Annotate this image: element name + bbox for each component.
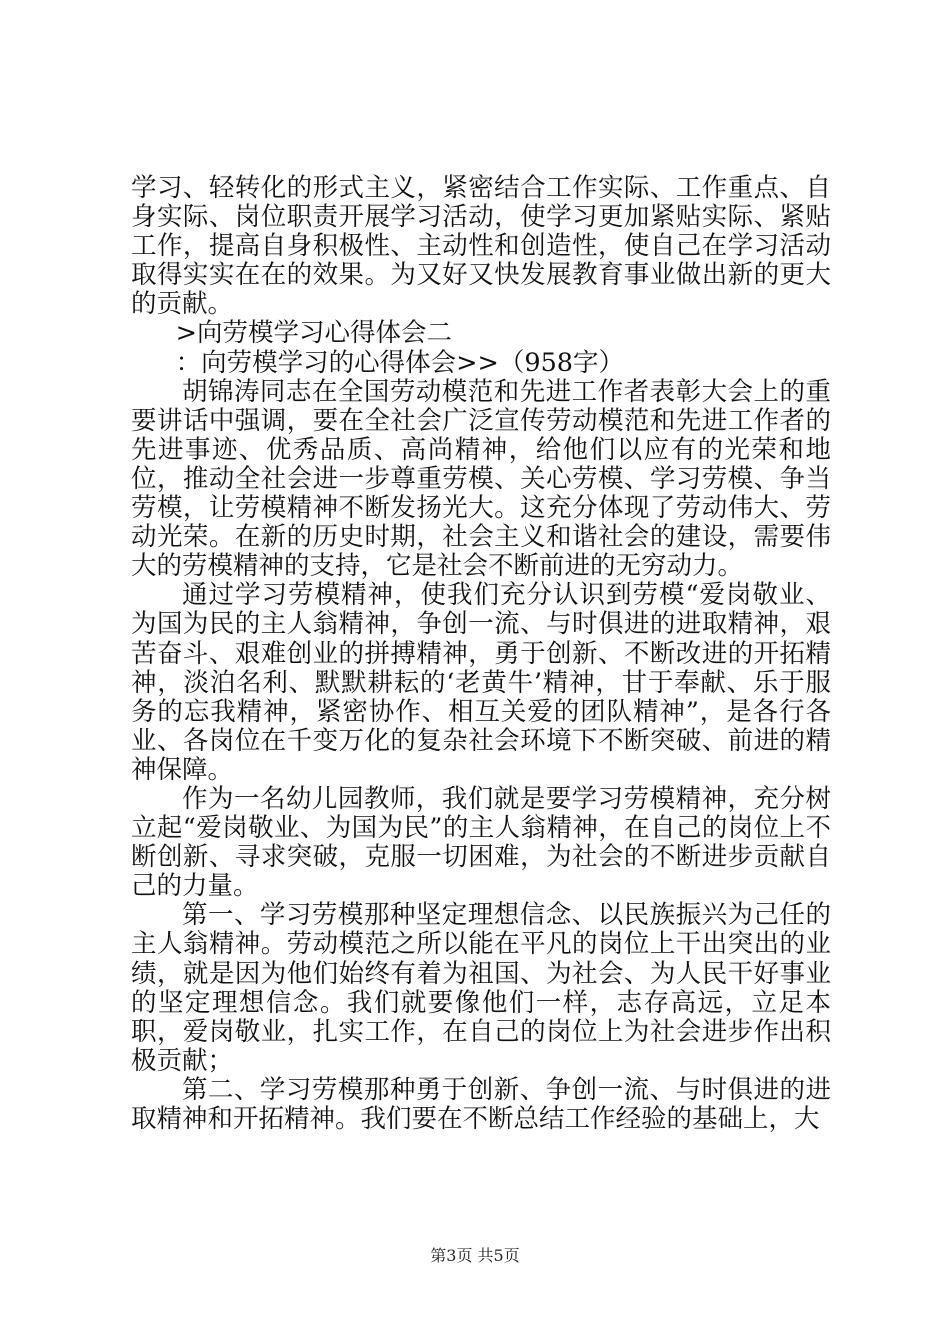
document-body — [131, 174, 831, 1134]
paragraph: 胡锦涛同志在全国劳动模范和先进工作者表彰大会上的重要讲话中强调，要在全社会广泛宣传劳动模范和先进工作者的先进事迹、优秀品质、高尚精神，给他们以应有的光荣和地位，推动全社会进一步尊重劳模、关心劳模、学习劳模、争当劳模，让劳模精神不断发扬光大。这充分体现了劳动伟大、劳动光荣。在新的历史时期，社会主义和谐社会的建设，需要伟大的劳模精神的支持，它是社会不断前进的无穷动力。 — [131, 376, 831, 582]
section-subheading: ：向劳模学习的心得体会>>（958字） — [175, 347, 625, 378]
paragraph-continuation: 学习、轻转化的形式主义，紧密结合工作实际、工作重点、自身实际、岗位职责开展学习活动，使学习更加紧贴实际、紧贴工作，提高自身积极性、主动性和创造性，使自己在学习活动取得实实在在的效果。为又好又快发展教育事业做出新的更大的贡献。 — [131, 173, 831, 320]
page-footer: 第3页 共5页 — [430, 1246, 520, 1265]
paragraph: 第一、学习劳模那种坚定理想信念、以民族振兴为己任的主人翁精神。劳动模范之所以能在平凡的岗位上干出突出的业绩，就是因为他们始终有着为祖国、为社会、为人民干好事业的坚定理想信念。我们就要像他们一样，志存高远，立足本职，爱岗敬业，扎实工作，在自己的岗位上为社会进步作出积极贡献； — [131, 900, 831, 1076]
paragraph: 作为一名幼儿园教师，我们就是要学习劳模精神，充分树立起“爱岗敬业、为国为民”的主人翁精神，在自己的岗位上不断创新、寻求突破，克服一切困难，为社会的不断进步贡献自己的力量。 — [131, 783, 831, 902]
section-heading: >向劳模学习心得体会二 — [175, 318, 452, 349]
paragraph: 通过学习劳模精神，使我们充分认识到劳模“爱岗敬业、为国为民的主人翁精神，争创一流、与时俱进的进取精神，艰苦奋斗、艰难创业的拼搏精神，勇于创新、不断改进的开拓精神，淡泊名利、默默耕耘的‘老黄牛’精神，甘于奉献、乐于服务的忘我精神，紧密协作、相互关爱的团队精神”，是各行各业、各岗位在千变万化的复杂社会环境下不断突破、前进的精神保障。 — [131, 580, 831, 785]
paragraph: 第二、学习劳模那种勇于创新、争创一流、与时俱进的进取精神和开拓精神。我们要在不断总结工作经验的基础上，大 — [131, 1074, 831, 1134]
